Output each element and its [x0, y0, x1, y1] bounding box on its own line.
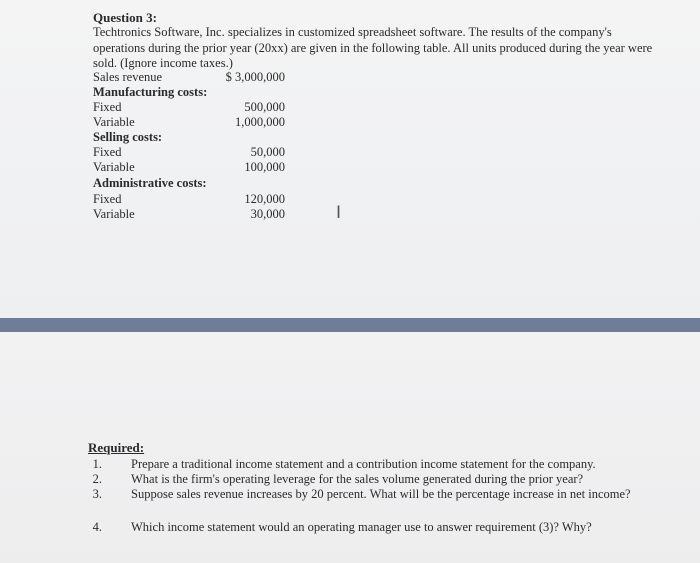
manufacturing-variable-label: Variable: [93, 115, 135, 129]
manufacturing-variable-value: 1,000,000: [235, 115, 285, 129]
required-item-text: What is the firm's operating leverage for the sales volume generated during the prior year?: [131, 472, 584, 486]
administrative-variable-label: Variable: [93, 207, 135, 221]
question-title: Question 3:: [93, 10, 157, 25]
required-item-text: Prepare a traditional income statement and a contribution income statement for the company.: [131, 457, 596, 471]
required-title: Required:: [88, 440, 145, 455]
selling-variable-label: Variable: [93, 160, 135, 174]
manufacturing-fixed-label: Fixed: [93, 100, 122, 114]
text-cursor-icon: I: [336, 203, 342, 223]
question-intro: Techtronics Software, Inc. specializes in customized spreadsheet software. The results of the company's operations during the prior year (20xx) are given in the following table. All units produced during the year were sold. (Ignore income taxes.): [93, 25, 653, 70]
page-divider: [0, 318, 700, 332]
required-item-text: Which income statement would an operating manager use to answer requirement (3)? Why?: [131, 520, 592, 534]
required-item-number: 1.: [92, 457, 102, 471]
selling-variable-value: 100,000: [244, 160, 285, 174]
selling-fixed-value: 50,000: [250, 145, 285, 159]
administrative-fixed-value: 120,000: [244, 192, 285, 206]
required-item-number: 2.: [92, 472, 102, 486]
manufacturing-heading: Manufacturing costs:: [93, 85, 208, 99]
selling-heading: Selling costs:: [93, 130, 163, 144]
required-item-number: 3.: [92, 487, 102, 501]
administrative-heading: Administrative costs:: [93, 176, 207, 190]
required-item-number: 4.: [92, 520, 102, 534]
administrative-variable-value: 30,000: [250, 207, 285, 221]
selling-fixed-label: Fixed: [93, 145, 122, 159]
sales-revenue-value: $ 3,000,000: [225, 70, 285, 84]
administrative-fixed-label: Fixed: [93, 192, 122, 206]
required-item-text: Suppose sales revenue increases by 20 percent. What will be the percentage increase in net income?: [131, 487, 631, 501]
sales-revenue-label: Sales revenue: [93, 70, 163, 84]
manufacturing-fixed-value: 500,000: [244, 100, 285, 114]
